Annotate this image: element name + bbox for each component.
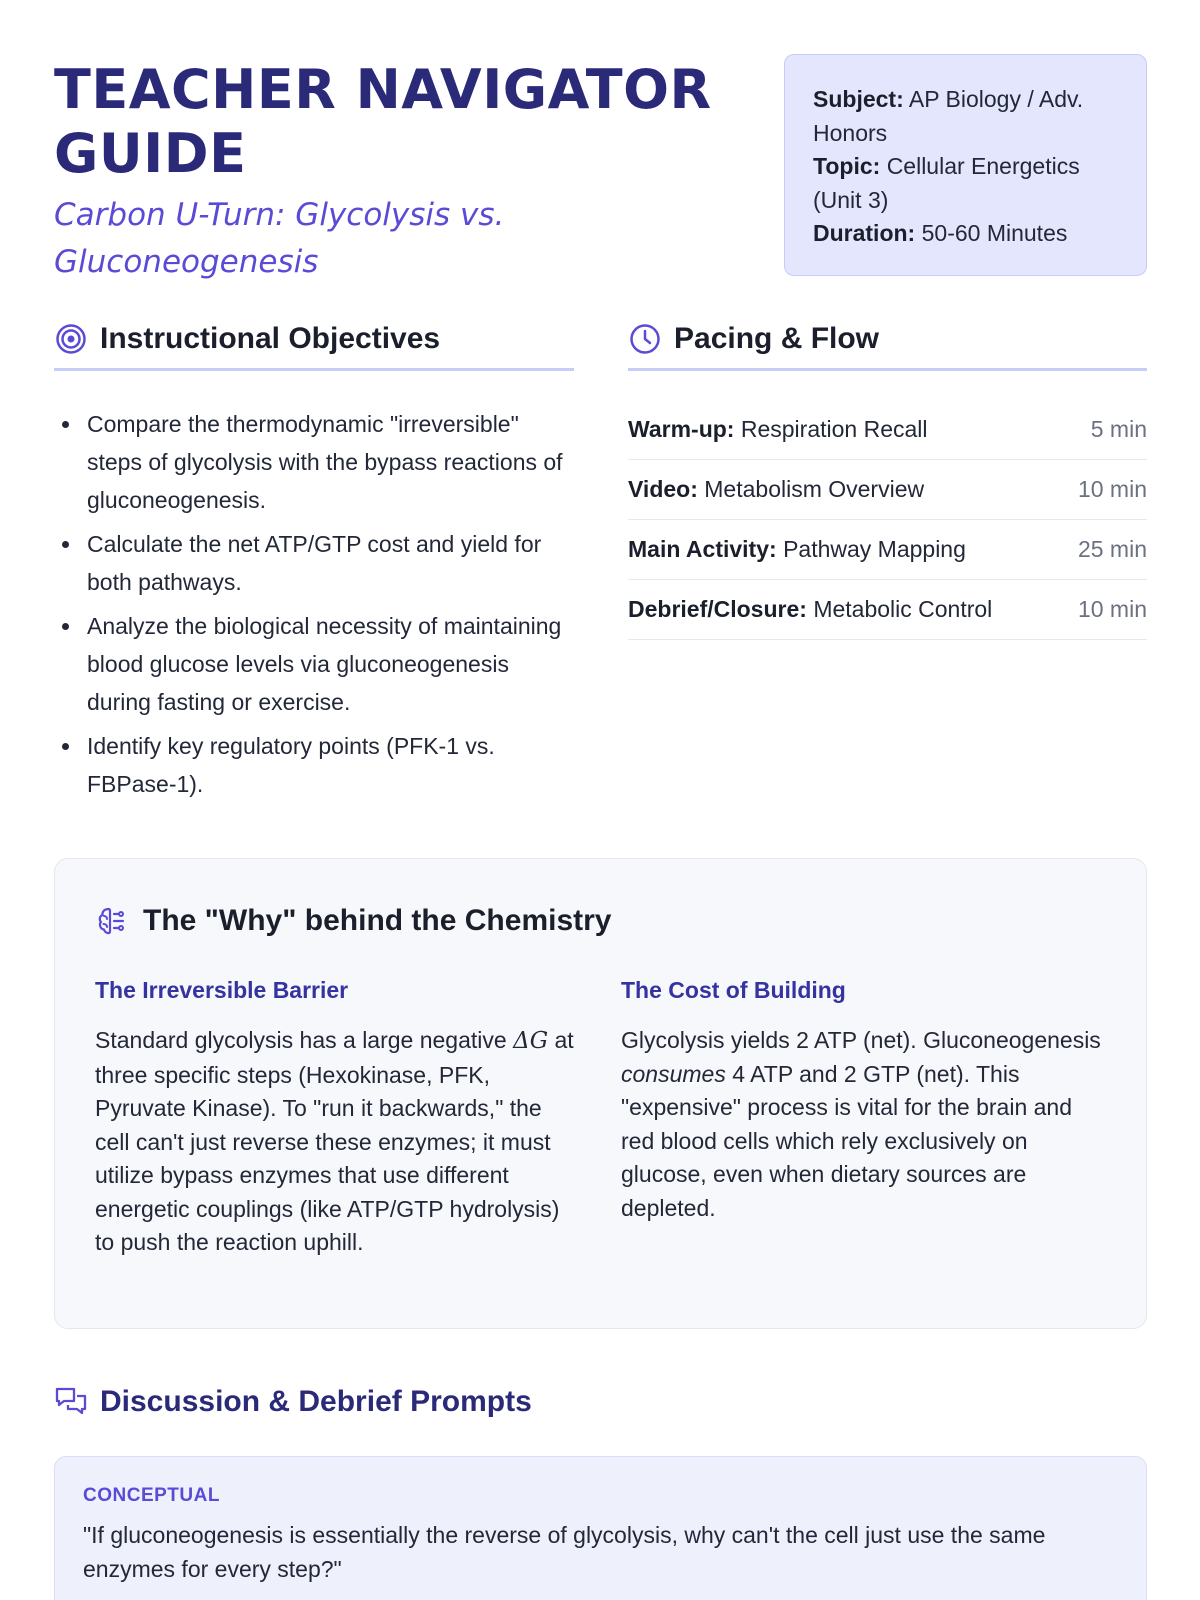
pacing-time: 10 min — [1077, 476, 1147, 502]
prompt-text: "If gluconeogenesis is essentially the reverse of glycolysis, why can't the cell just use the same enzymes for every step?" — [83, 1522, 1046, 1582]
cost-of-building-title: The Cost of Building — [621, 977, 846, 1003]
why-chemistry-card — [54, 858, 1147, 1329]
pacing-label: Debrief/Closure: — [628, 596, 807, 622]
pacing-row — [628, 580, 1147, 640]
pacing-time: 5 min — [1090, 416, 1147, 442]
discussion-prompt-card — [54, 1456, 1147, 1600]
pacing-time: 10 min — [1077, 596, 1147, 622]
pacing-row — [628, 400, 1147, 460]
pacing-text: Respiration Recall — [740, 416, 928, 442]
duration-value: 50-60 Minutes — [921, 220, 1068, 246]
objectives-heading — [54, 322, 574, 371]
page-subtitle: Carbon U-Turn: Glycolysis vs. Gluconeogenesis — [54, 197, 505, 280]
chat-bubbles-icon — [54, 1385, 88, 1419]
discussion-heading-text: Discussion & Debrief Prompts — [100, 1385, 532, 1418]
list-item: Analyze the biological necessity of maintaining blood glucose levels via gluconeogenesis during fasting or exercise. — [54, 607, 574, 721]
pacing-time: 25 min — [1077, 536, 1147, 562]
objectives-heading-text: Instructional Objectives — [100, 322, 441, 355]
list-item: Compare the thermodynamic "irreversible" steps of glycolysis with the bypass reactions of gluconeogenesis. — [54, 405, 574, 519]
why-heading-text: The "Why" behind the Chemistry — [143, 904, 612, 937]
why-heading — [95, 904, 612, 938]
irreversible-barrier-column — [95, 977, 575, 1260]
pacing-heading — [628, 322, 1147, 371]
subject-value: AP Biology / Adv. Honors — [813, 86, 1084, 146]
page-title: TEACHER NAVIGATOR GUIDE — [54, 58, 712, 185]
pacing-label: Video: — [628, 476, 698, 502]
pacing-text: Metabolism Overview — [704, 476, 925, 502]
pacing-list — [628, 400, 1147, 640]
pacing-label: Main Activity: — [628, 536, 777, 562]
topic-label: Topic: — [813, 153, 881, 179]
objectives-list — [54, 405, 574, 809]
topic-row — [813, 150, 1122, 217]
list-item: Identify key regulatory points (PFK-1 vs. FBPase-1). — [54, 727, 574, 803]
subject-label: Subject: — [813, 86, 904, 112]
subject-row — [813, 83, 1122, 150]
pacing-label: Warm-up: — [628, 416, 735, 442]
title-block — [54, 58, 754, 286]
pacing-text: Metabolic Control — [813, 596, 993, 622]
pacing-heading-text: Pacing & Flow — [674, 322, 880, 355]
target-icon — [54, 322, 88, 356]
clock-icon — [628, 322, 662, 356]
discussion-heading — [54, 1385, 532, 1419]
pacing-row — [628, 460, 1147, 520]
prompt-category-tag: CONCEPTUAL — [83, 1485, 220, 1506]
pacing-text: Pathway Mapping — [783, 536, 966, 562]
pacing-row — [628, 520, 1147, 580]
irreversible-barrier-title: The Irreversible Barrier — [95, 977, 349, 1003]
topic-value: Cellular Energetics (Unit 3) — [813, 153, 1080, 213]
duration-row — [813, 217, 1122, 251]
brain-icon — [95, 904, 129, 938]
irreversible-barrier-text: Standard glycolysis has a large negative ΔG at three specific steps (Hexokinase, PFK, Pyruvate Kinase). To "run it backwards," the cell can't just reverse these enzymes; it must utilize bypass enzymes that use different energetic couplings (like ATP/GTP hydrolysis) to push the reaction uphill. — [95, 1027, 574, 1255]
duration-label: Duration: — [813, 220, 916, 246]
lesson-info-card — [784, 54, 1147, 276]
cost-of-building-text: Glycolysis yields 2 ATP (net). Gluconeogenesis consumes 4 ATP and 2 GTP (net). This "expensive" process is vital for the brain and red blood cells which rely exclusively on glucose, even when dietary sources are depleted. — [621, 1027, 1101, 1221]
cost-of-building-column — [621, 977, 1101, 1225]
list-item: Calculate the net ATP/GTP cost and yield for both pathways. — [54, 525, 574, 601]
